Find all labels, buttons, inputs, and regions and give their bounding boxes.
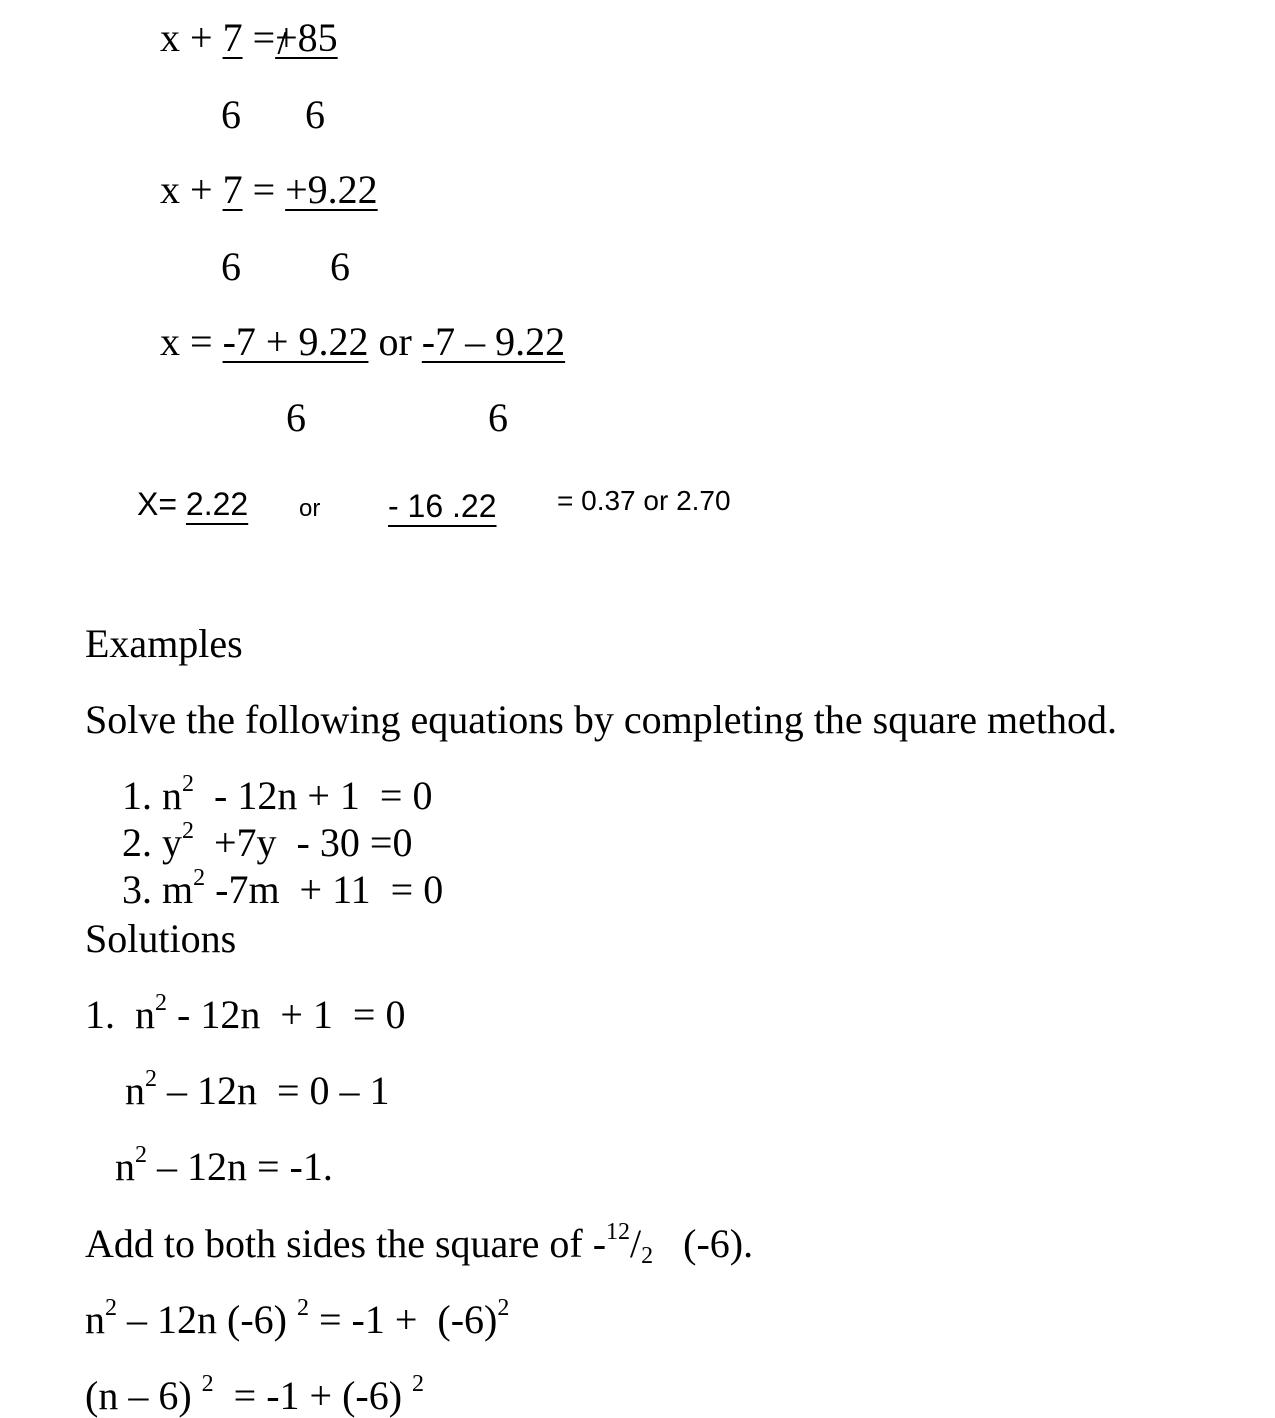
solution-line-6: (n – 6) $^2$ = -1 + (-6) $^2$ — [85, 1371, 425, 1418]
square-root-term: +85 — [275, 15, 338, 60]
example-item-1: 1. $n^2 - 12n + 1 = 0$ — [122, 771, 433, 818]
work-line-3: x = -7 + 9.22 or -7 – 9.22 — [160, 319, 566, 364]
solution-line-2: $n^2 - 12n = 0 - 1$ — [125, 1066, 390, 1113]
instruction: Solve the following equations by completing the square method. — [85, 697, 1118, 742]
solution-line-3: $n^2 - 12n = -1$. — [115, 1142, 333, 1189]
x-label: X= 2.22 — [137, 486, 249, 522]
examples-heading: Examples — [85, 621, 243, 666]
denominator-2b: 6 — [330, 244, 350, 289]
denominator-1a: 6 — [221, 92, 241, 137]
solution-line-5: $n^2 - 12n$ (-6) $^2 = -1 + (-6)^2$ — [85, 1295, 510, 1342]
result: = 0.37 or 2.70 — [557, 485, 731, 516]
denominator-3b: 6 — [488, 395, 508, 440]
denominator-2a: 6 — [221, 244, 241, 289]
example-item-3: 3. $m^2$ -7m + 11 = 0 — [122, 865, 444, 912]
example-item-2: 2. $y^2 +7y - 30 =0$ — [122, 818, 413, 865]
work-line-2: x + 7 = +9.22 — [160, 167, 378, 212]
solutions-heading: Solutions — [85, 916, 237, 961]
second-value: - 16 .22 — [388, 488, 497, 524]
fraction-numerator: 7 — [222, 15, 243, 60]
denominator-1b: 6 — [305, 92, 325, 137]
or-word: or — [299, 495, 321, 522]
solution-line-4: Add to both sides the square of $-^{12}/_2$ (-6). — [85, 1219, 754, 1269]
work-line-1: x + 7 =+85 — [160, 15, 338, 60]
solution-line-1: 1. $n^2 - 12n + 1 = 0$ — [85, 990, 406, 1037]
denominator-3a: 6 — [286, 395, 306, 440]
